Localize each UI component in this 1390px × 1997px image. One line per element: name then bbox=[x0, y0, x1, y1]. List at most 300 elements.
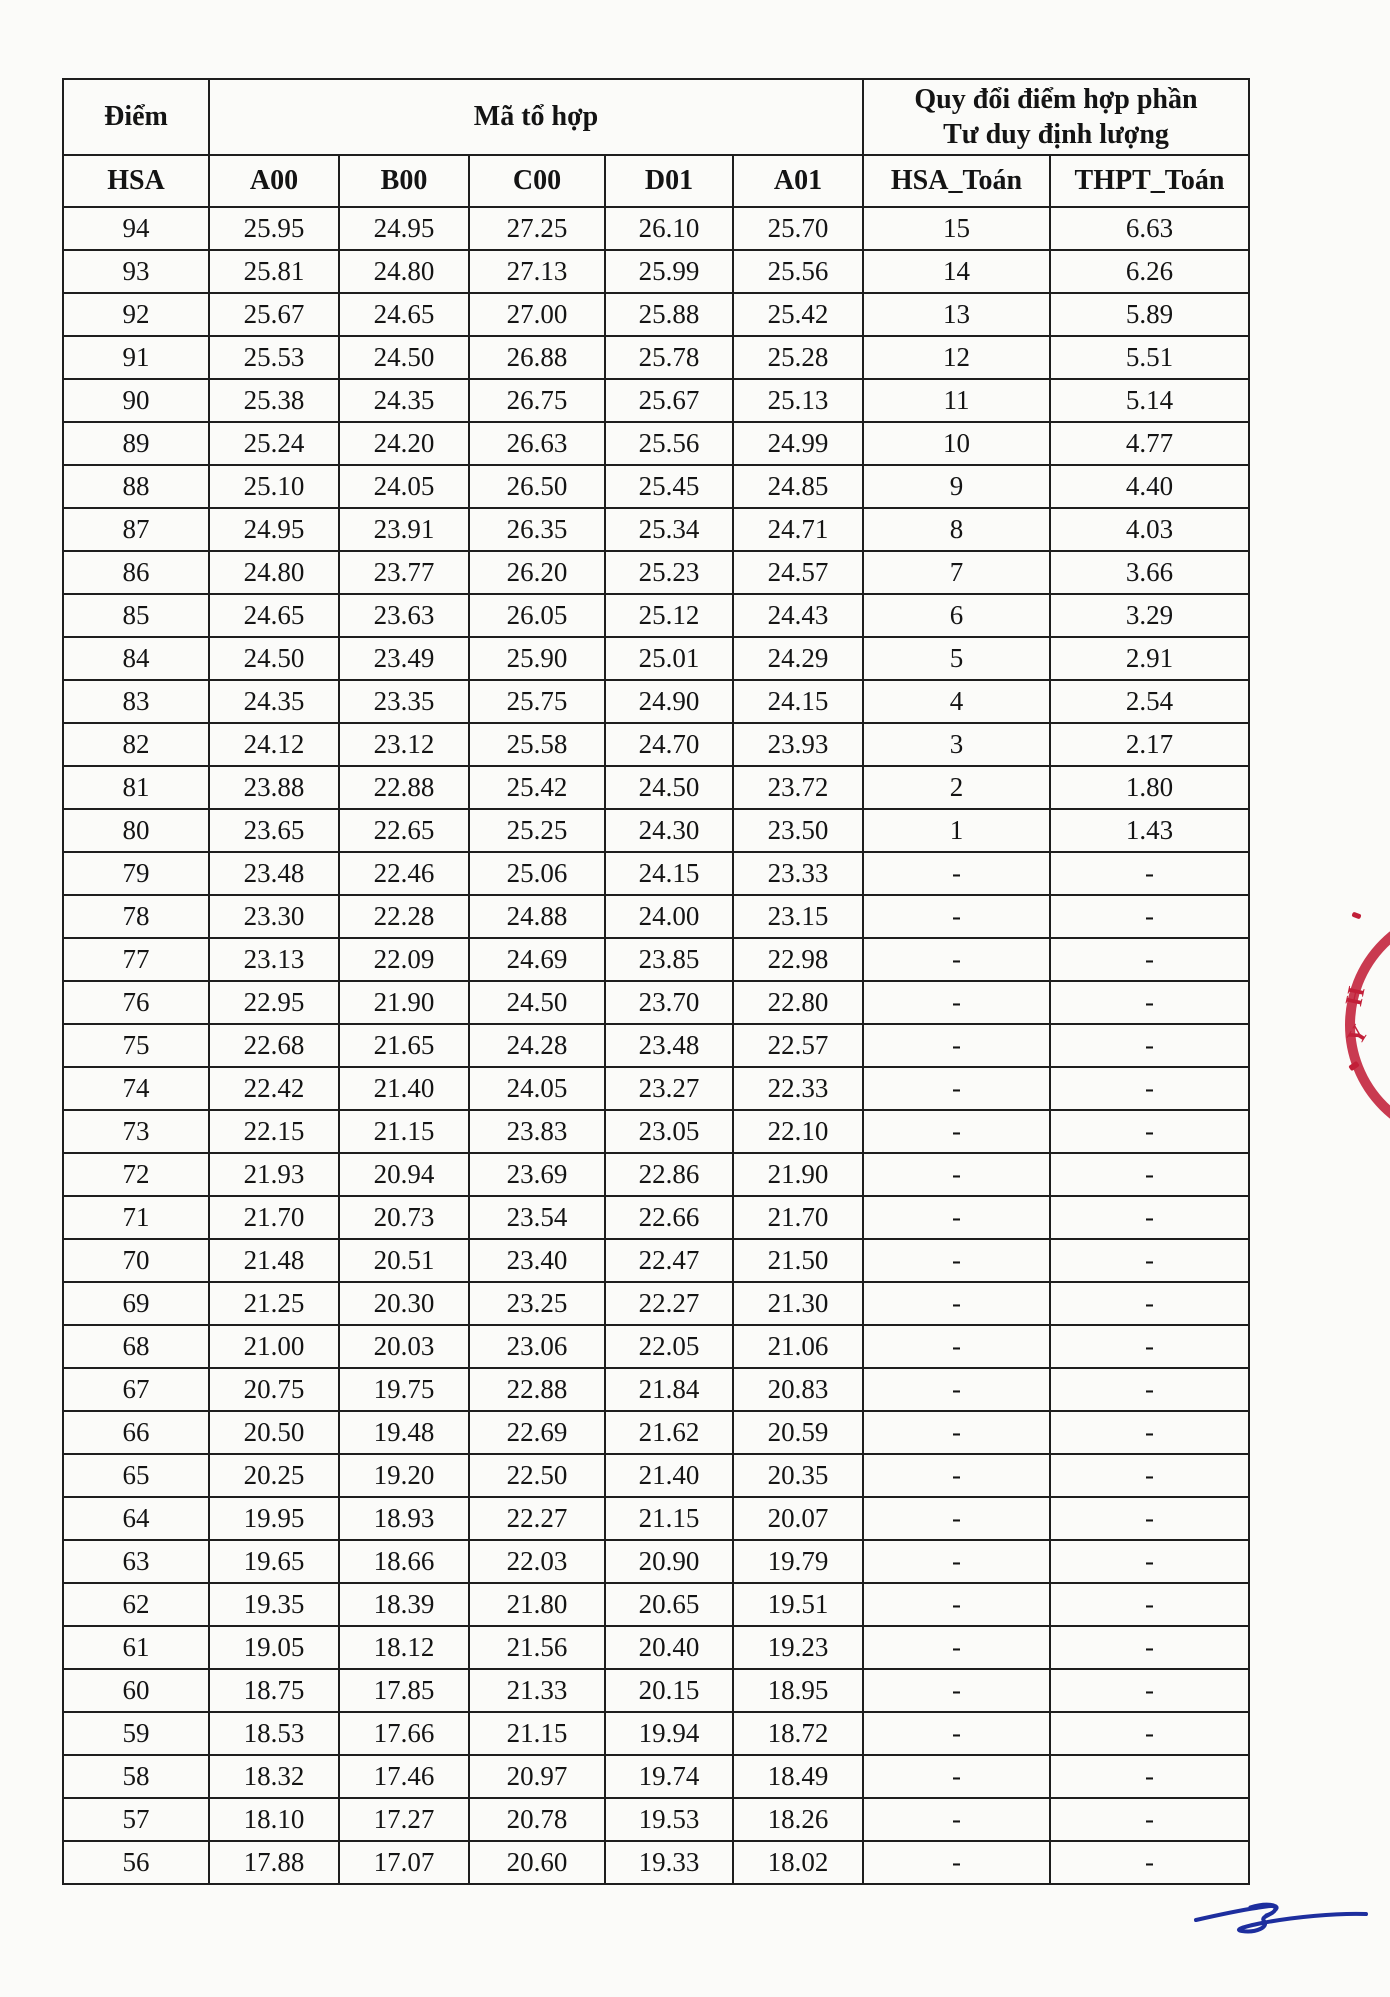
value-cell: 22.65 bbox=[339, 809, 469, 852]
value-cell: 25.38 bbox=[209, 379, 339, 422]
value-cell: 21.50 bbox=[733, 1239, 863, 1282]
value-cell: 25.56 bbox=[605, 422, 733, 465]
value-cell: - bbox=[863, 1540, 1050, 1583]
value-cell: 24.95 bbox=[209, 508, 339, 551]
value-cell: 22.10 bbox=[733, 1110, 863, 1153]
table-row bbox=[63, 1755, 1249, 1798]
table-row bbox=[63, 379, 1249, 422]
value-cell: 24.15 bbox=[733, 680, 863, 723]
value-cell: 19.35 bbox=[209, 1583, 339, 1626]
value-cell: 21.40 bbox=[339, 1067, 469, 1110]
value-cell: 23.48 bbox=[209, 852, 339, 895]
value-cell: 24.50 bbox=[469, 981, 605, 1024]
value-cell: 24.70 bbox=[605, 723, 733, 766]
value-cell: 21.90 bbox=[339, 981, 469, 1024]
value-cell: 3.29 bbox=[1050, 594, 1249, 637]
hsa-score-cell: 79 bbox=[63, 852, 209, 895]
value-cell: 25.75 bbox=[469, 680, 605, 723]
table-row bbox=[63, 981, 1249, 1024]
value-cell: 13 bbox=[863, 293, 1050, 336]
value-cell: 20.25 bbox=[209, 1454, 339, 1497]
value-cell: 26.88 bbox=[469, 336, 605, 379]
hsa-score-cell: 82 bbox=[63, 723, 209, 766]
table-row bbox=[63, 1110, 1249, 1153]
value-cell: 5 bbox=[863, 637, 1050, 680]
value-cell: 25.56 bbox=[733, 250, 863, 293]
value-cell: 15 bbox=[863, 207, 1050, 250]
value-cell: 24.99 bbox=[733, 422, 863, 465]
hsa-score-cell: 66 bbox=[63, 1411, 209, 1454]
value-cell: - bbox=[863, 1153, 1050, 1196]
stamp-mark-top bbox=[1351, 912, 1361, 920]
value-cell: 24.20 bbox=[339, 422, 469, 465]
value-cell: 22.05 bbox=[605, 1325, 733, 1368]
value-cell: 23.70 bbox=[605, 981, 733, 1024]
hsa-score-cell: 68 bbox=[63, 1325, 209, 1368]
value-cell: 25.42 bbox=[733, 293, 863, 336]
value-cell: 25.67 bbox=[605, 379, 733, 422]
value-cell: 25.53 bbox=[209, 336, 339, 379]
value-cell: 25.78 bbox=[605, 336, 733, 379]
value-cell: 25.88 bbox=[605, 293, 733, 336]
value-cell: - bbox=[1050, 1239, 1249, 1282]
value-cell: 17.66 bbox=[339, 1712, 469, 1755]
hsa-score-cell: 87 bbox=[63, 508, 209, 551]
value-cell: 18.26 bbox=[733, 1798, 863, 1841]
hsa-score-cell: 59 bbox=[63, 1712, 209, 1755]
value-cell: 21.48 bbox=[209, 1239, 339, 1282]
value-cell: 14 bbox=[863, 250, 1050, 293]
value-cell: - bbox=[1050, 938, 1249, 981]
value-cell: - bbox=[863, 1239, 1050, 1282]
value-cell: 19.53 bbox=[605, 1798, 733, 1841]
value-cell: 24.50 bbox=[605, 766, 733, 809]
hsa-score-cell: 90 bbox=[63, 379, 209, 422]
table-row bbox=[63, 723, 1249, 766]
hsa-score-cell: 70 bbox=[63, 1239, 209, 1282]
value-cell: 17.07 bbox=[339, 1841, 469, 1884]
table-row bbox=[63, 1798, 1249, 1841]
value-cell: 23.48 bbox=[605, 1024, 733, 1067]
value-cell: 20.94 bbox=[339, 1153, 469, 1196]
value-cell: - bbox=[1050, 1153, 1249, 1196]
value-cell: 18.93 bbox=[339, 1497, 469, 1540]
value-cell: 22.80 bbox=[733, 981, 863, 1024]
value-cell: 24.05 bbox=[469, 1067, 605, 1110]
hsa-score-cell: 77 bbox=[63, 938, 209, 981]
value-cell: 27.25 bbox=[469, 207, 605, 250]
value-cell: 25.25 bbox=[469, 809, 605, 852]
value-cell: 25.34 bbox=[605, 508, 733, 551]
hsa-score-cell: 67 bbox=[63, 1368, 209, 1411]
table-row bbox=[63, 1626, 1249, 1669]
value-cell: 20.59 bbox=[733, 1411, 863, 1454]
header-quy-doi-line2: Tư duy định lượng bbox=[943, 119, 1169, 150]
column-header-a00: A00 bbox=[209, 155, 339, 207]
score-conversion-table bbox=[62, 78, 1250, 1885]
value-cell: 22.42 bbox=[209, 1067, 339, 1110]
value-cell: 22.95 bbox=[209, 981, 339, 1024]
value-cell: - bbox=[863, 1282, 1050, 1325]
value-cell: 25.67 bbox=[209, 293, 339, 336]
value-cell: 22.57 bbox=[733, 1024, 863, 1067]
value-cell: 25.12 bbox=[605, 594, 733, 637]
hsa-score-cell: 57 bbox=[63, 1798, 209, 1841]
value-cell: - bbox=[863, 1626, 1050, 1669]
stamp-letter-y: Y bbox=[1342, 1020, 1374, 1050]
value-cell: 25.23 bbox=[605, 551, 733, 594]
value-cell: 23.93 bbox=[733, 723, 863, 766]
value-cell: 23.13 bbox=[209, 938, 339, 981]
hsa-score-cell: 88 bbox=[63, 465, 209, 508]
value-cell: 18.12 bbox=[339, 1626, 469, 1669]
value-cell: - bbox=[863, 1411, 1050, 1454]
value-cell: 19.95 bbox=[209, 1497, 339, 1540]
value-cell: 22.15 bbox=[209, 1110, 339, 1153]
value-cell: 20.97 bbox=[469, 1755, 605, 1798]
value-cell: 23.33 bbox=[733, 852, 863, 895]
value-cell: - bbox=[1050, 1583, 1249, 1626]
hsa-score-cell: 61 bbox=[63, 1626, 209, 1669]
value-cell: 5.89 bbox=[1050, 293, 1249, 336]
value-cell: 21.30 bbox=[733, 1282, 863, 1325]
value-cell: 18.39 bbox=[339, 1583, 469, 1626]
value-cell: 22.50 bbox=[469, 1454, 605, 1497]
value-cell: 24.88 bbox=[469, 895, 605, 938]
value-cell: - bbox=[863, 1583, 1050, 1626]
table-row bbox=[63, 809, 1249, 852]
value-cell: - bbox=[863, 1712, 1050, 1755]
value-cell: 9 bbox=[863, 465, 1050, 508]
value-cell: 19.33 bbox=[605, 1841, 733, 1884]
table-row bbox=[63, 293, 1249, 336]
header-diem: Điểm bbox=[63, 79, 209, 155]
table-row bbox=[63, 594, 1249, 637]
hsa-score-cell: 89 bbox=[63, 422, 209, 465]
value-cell: 21.15 bbox=[339, 1110, 469, 1153]
value-cell: 23.88 bbox=[209, 766, 339, 809]
value-cell: 8 bbox=[863, 508, 1050, 551]
value-cell: 24.35 bbox=[209, 680, 339, 723]
hsa-score-cell: 64 bbox=[63, 1497, 209, 1540]
value-cell: 4.03 bbox=[1050, 508, 1249, 551]
value-cell: - bbox=[863, 981, 1050, 1024]
value-cell: - bbox=[863, 1755, 1050, 1798]
value-cell: 23.85 bbox=[605, 938, 733, 981]
header-hsa: HSA bbox=[63, 155, 209, 207]
value-cell: 20.40 bbox=[605, 1626, 733, 1669]
value-cell: 22.09 bbox=[339, 938, 469, 981]
value-cell: - bbox=[1050, 1325, 1249, 1368]
value-cell: 24.71 bbox=[733, 508, 863, 551]
value-cell: 23.25 bbox=[469, 1282, 605, 1325]
value-cell: 23.30 bbox=[209, 895, 339, 938]
value-cell: 24.15 bbox=[605, 852, 733, 895]
value-cell: 24.05 bbox=[339, 465, 469, 508]
hsa-score-cell: 56 bbox=[63, 1841, 209, 1884]
value-cell: 22.46 bbox=[339, 852, 469, 895]
value-cell: 25.13 bbox=[733, 379, 863, 422]
value-cell: 18.32 bbox=[209, 1755, 339, 1798]
stamp-letter-h: H bbox=[1341, 984, 1371, 1009]
value-cell: 19.48 bbox=[339, 1411, 469, 1454]
table-body bbox=[63, 207, 1249, 1884]
value-cell: 3 bbox=[863, 723, 1050, 766]
value-cell: - bbox=[863, 1325, 1050, 1368]
value-cell: 21.15 bbox=[605, 1497, 733, 1540]
value-cell: 25.01 bbox=[605, 637, 733, 680]
table-row bbox=[63, 1497, 1249, 1540]
value-cell: - bbox=[1050, 1755, 1249, 1798]
value-cell: 24.90 bbox=[605, 680, 733, 723]
table-row bbox=[63, 1196, 1249, 1239]
value-cell: - bbox=[863, 1669, 1050, 1712]
column-header-d01: D01 bbox=[605, 155, 733, 207]
hsa-score-cell: 69 bbox=[63, 1282, 209, 1325]
value-cell: 22.03 bbox=[469, 1540, 605, 1583]
value-cell: 23.77 bbox=[339, 551, 469, 594]
value-cell: 22.47 bbox=[605, 1239, 733, 1282]
value-cell: 26.20 bbox=[469, 551, 605, 594]
value-cell: 23.15 bbox=[733, 895, 863, 938]
table-row bbox=[63, 1024, 1249, 1067]
hsa-score-cell: 74 bbox=[63, 1067, 209, 1110]
value-cell: 23.83 bbox=[469, 1110, 605, 1153]
value-cell: 20.60 bbox=[469, 1841, 605, 1884]
value-cell: 3.66 bbox=[1050, 551, 1249, 594]
value-cell: 18.53 bbox=[209, 1712, 339, 1755]
table-row bbox=[63, 938, 1249, 981]
value-cell: 22.88 bbox=[339, 766, 469, 809]
value-cell: 25.24 bbox=[209, 422, 339, 465]
table-row bbox=[63, 766, 1249, 809]
value-cell: 23.63 bbox=[339, 594, 469, 637]
value-cell: 21.33 bbox=[469, 1669, 605, 1712]
hsa-score-cell: 75 bbox=[63, 1024, 209, 1067]
table-row bbox=[63, 852, 1249, 895]
value-cell: 19.65 bbox=[209, 1540, 339, 1583]
value-cell: 27.00 bbox=[469, 293, 605, 336]
hsa-score-cell: 94 bbox=[63, 207, 209, 250]
signature-icon bbox=[1190, 1893, 1375, 1953]
hsa-score-cell: 86 bbox=[63, 551, 209, 594]
value-cell: 6.63 bbox=[1050, 207, 1249, 250]
table-row bbox=[63, 680, 1249, 723]
value-cell: 22.66 bbox=[605, 1196, 733, 1239]
value-cell: 24.65 bbox=[209, 594, 339, 637]
value-cell: 22.98 bbox=[733, 938, 863, 981]
value-cell: 2 bbox=[863, 766, 1050, 809]
value-cell: - bbox=[1050, 1798, 1249, 1841]
hsa-score-cell: 71 bbox=[63, 1196, 209, 1239]
hsa-score-cell: 73 bbox=[63, 1110, 209, 1153]
value-cell: 7 bbox=[863, 551, 1050, 594]
value-cell: 5.14 bbox=[1050, 379, 1249, 422]
value-cell: 23.91 bbox=[339, 508, 469, 551]
value-cell: 20.90 bbox=[605, 1540, 733, 1583]
value-cell: 21.15 bbox=[469, 1712, 605, 1755]
column-header-thpt-toan: THPT_Toán bbox=[1050, 155, 1249, 207]
value-cell: - bbox=[863, 1067, 1050, 1110]
column-header-b00: B00 bbox=[339, 155, 469, 207]
value-cell: 25.42 bbox=[469, 766, 605, 809]
column-header-c00: C00 bbox=[469, 155, 605, 207]
value-cell: - bbox=[863, 895, 1050, 938]
value-cell: - bbox=[1050, 1067, 1249, 1110]
table-row bbox=[63, 336, 1249, 379]
value-cell: 26.63 bbox=[469, 422, 605, 465]
value-cell: 22.69 bbox=[469, 1411, 605, 1454]
value-cell: 26.35 bbox=[469, 508, 605, 551]
value-cell: - bbox=[1050, 1626, 1249, 1669]
table-row bbox=[63, 1669, 1249, 1712]
value-cell: 19.94 bbox=[605, 1712, 733, 1755]
value-cell: 6 bbox=[863, 594, 1050, 637]
value-cell: 21.40 bbox=[605, 1454, 733, 1497]
value-cell: 19.79 bbox=[733, 1540, 863, 1583]
value-cell: 25.95 bbox=[209, 207, 339, 250]
value-cell: 1.80 bbox=[1050, 766, 1249, 809]
table-row bbox=[63, 1411, 1249, 1454]
value-cell: 26.50 bbox=[469, 465, 605, 508]
value-cell: 20.35 bbox=[733, 1454, 863, 1497]
value-cell: 27.13 bbox=[469, 250, 605, 293]
value-cell: 26.10 bbox=[605, 207, 733, 250]
value-cell: 18.95 bbox=[733, 1669, 863, 1712]
hsa-score-cell: 91 bbox=[63, 336, 209, 379]
value-cell: 23.72 bbox=[733, 766, 863, 809]
value-cell: 20.30 bbox=[339, 1282, 469, 1325]
hsa-score-cell: 58 bbox=[63, 1755, 209, 1798]
value-cell: 24.57 bbox=[733, 551, 863, 594]
table-header bbox=[63, 79, 1249, 207]
table-row bbox=[63, 1282, 1249, 1325]
value-cell: 25.70 bbox=[733, 207, 863, 250]
value-cell: 24.50 bbox=[339, 336, 469, 379]
value-cell: 22.86 bbox=[605, 1153, 733, 1196]
value-cell: 22.27 bbox=[469, 1497, 605, 1540]
value-cell: - bbox=[1050, 1540, 1249, 1583]
value-cell: 5.51 bbox=[1050, 336, 1249, 379]
value-cell: 23.06 bbox=[469, 1325, 605, 1368]
value-cell: 20.03 bbox=[339, 1325, 469, 1368]
table-row bbox=[63, 1368, 1249, 1411]
table-row bbox=[63, 207, 1249, 250]
value-cell: 21.90 bbox=[733, 1153, 863, 1196]
value-cell: - bbox=[1050, 852, 1249, 895]
value-cell: - bbox=[1050, 1454, 1249, 1497]
value-cell: 19.74 bbox=[605, 1755, 733, 1798]
value-cell: 20.75 bbox=[209, 1368, 339, 1411]
value-cell: 20.07 bbox=[733, 1497, 863, 1540]
value-cell: 2.91 bbox=[1050, 637, 1249, 680]
value-cell: 4.77 bbox=[1050, 422, 1249, 465]
value-cell: 24.85 bbox=[733, 465, 863, 508]
value-cell: 24.95 bbox=[339, 207, 469, 250]
value-cell: 20.73 bbox=[339, 1196, 469, 1239]
value-cell: - bbox=[1050, 1110, 1249, 1153]
hsa-score-cell: 72 bbox=[63, 1153, 209, 1196]
value-cell: - bbox=[1050, 1669, 1249, 1712]
value-cell: 17.46 bbox=[339, 1755, 469, 1798]
table-row bbox=[63, 508, 1249, 551]
table-row bbox=[63, 551, 1249, 594]
value-cell: 22.27 bbox=[605, 1282, 733, 1325]
value-cell: - bbox=[1050, 1196, 1249, 1239]
value-cell: - bbox=[863, 1497, 1050, 1540]
value-cell: 19.20 bbox=[339, 1454, 469, 1497]
value-cell: - bbox=[863, 1110, 1050, 1153]
hsa-score-cell: 65 bbox=[63, 1454, 209, 1497]
value-cell: - bbox=[1050, 1368, 1249, 1411]
value-cell: - bbox=[863, 852, 1050, 895]
value-cell: 21.93 bbox=[209, 1153, 339, 1196]
value-cell: 20.83 bbox=[733, 1368, 863, 1411]
value-cell: 25.99 bbox=[605, 250, 733, 293]
value-cell: 18.10 bbox=[209, 1798, 339, 1841]
value-cell: 23.50 bbox=[733, 809, 863, 852]
hsa-score-cell: 76 bbox=[63, 981, 209, 1024]
value-cell: 20.50 bbox=[209, 1411, 339, 1454]
value-cell: 24.65 bbox=[339, 293, 469, 336]
value-cell: 23.49 bbox=[339, 637, 469, 680]
value-cell: 21.00 bbox=[209, 1325, 339, 1368]
column-header-hsa-toan: HSA_Toán bbox=[863, 155, 1050, 207]
value-cell: - bbox=[863, 1798, 1050, 1841]
value-cell: 20.51 bbox=[339, 1239, 469, 1282]
value-cell: 22.68 bbox=[209, 1024, 339, 1067]
table-row bbox=[63, 1153, 1249, 1196]
value-cell: 23.40 bbox=[469, 1239, 605, 1282]
value-cell: 22.33 bbox=[733, 1067, 863, 1110]
value-cell: 24.50 bbox=[209, 637, 339, 680]
value-cell: 23.69 bbox=[469, 1153, 605, 1196]
value-cell: 21.84 bbox=[605, 1368, 733, 1411]
value-cell: 18.02 bbox=[733, 1841, 863, 1884]
value-cell: - bbox=[863, 1196, 1050, 1239]
value-cell: 24.80 bbox=[339, 250, 469, 293]
value-cell: - bbox=[863, 1454, 1050, 1497]
value-cell: 25.90 bbox=[469, 637, 605, 680]
hsa-score-cell: 84 bbox=[63, 637, 209, 680]
value-cell: 10 bbox=[863, 422, 1050, 465]
value-cell: 17.27 bbox=[339, 1798, 469, 1841]
value-cell: - bbox=[1050, 1411, 1249, 1454]
value-cell: 23.35 bbox=[339, 680, 469, 723]
value-cell: 23.54 bbox=[469, 1196, 605, 1239]
table-row bbox=[63, 1540, 1249, 1583]
value-cell: 25.81 bbox=[209, 250, 339, 293]
table-row bbox=[63, 250, 1249, 293]
value-cell: 24.12 bbox=[209, 723, 339, 766]
hsa-score-cell: 85 bbox=[63, 594, 209, 637]
value-cell: 21.62 bbox=[605, 1411, 733, 1454]
value-cell: 21.80 bbox=[469, 1583, 605, 1626]
value-cell: 19.75 bbox=[339, 1368, 469, 1411]
hsa-score-cell: 80 bbox=[63, 809, 209, 852]
table-row bbox=[63, 422, 1249, 465]
value-cell: 24.29 bbox=[733, 637, 863, 680]
value-cell: 19.23 bbox=[733, 1626, 863, 1669]
value-cell: 26.75 bbox=[469, 379, 605, 422]
value-cell: 19.05 bbox=[209, 1626, 339, 1669]
value-cell: 20.15 bbox=[605, 1669, 733, 1712]
value-cell: 18.66 bbox=[339, 1540, 469, 1583]
value-cell: 11 bbox=[863, 379, 1050, 422]
value-cell: - bbox=[863, 1368, 1050, 1411]
value-cell: 21.65 bbox=[339, 1024, 469, 1067]
table-row bbox=[63, 1454, 1249, 1497]
